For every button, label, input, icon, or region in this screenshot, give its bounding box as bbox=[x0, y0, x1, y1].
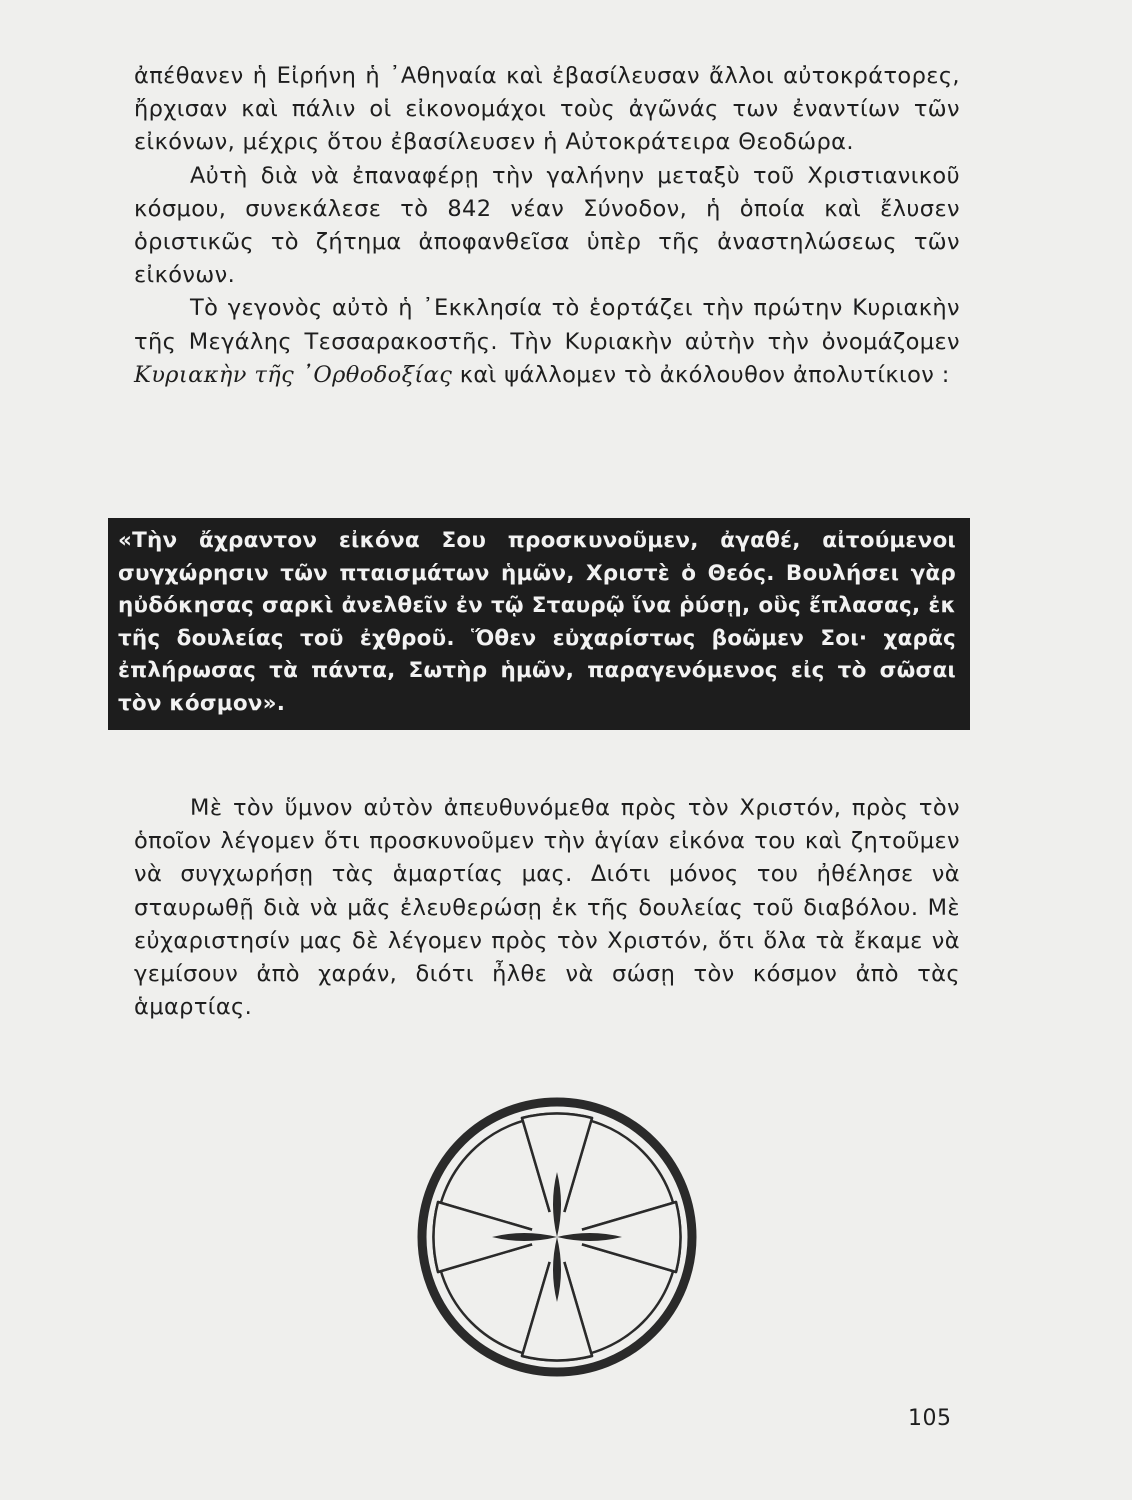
hymn-explanation bbox=[134, 792, 960, 1024]
paragraph-4: Μὲ τὸν ὕμνον αὐτὸν ἀπευθυνόμεθα πρὸς τὸν Χριστόν, πρὸς τὸν ὁποῖον λέγομεν ὅτι προσκυνοῦμεν τὴν ἁγίαν εἰκόνα του καὶ ζητοῦμεν νὰ συγχωρήσῃ τὰς ἁμαρτίας μας. Διότι μόνος του ἠθέλησε νὰ σταυρωθῇ διὰ νὰ μᾶς ἐλευθερώσῃ ἐκ τῆς δουλείας τοῦ διαβόλου. Μὲ εὐχαριστησίν μας δὲ λέγομεν πρὸς τὸν Χριστόν, ὅτι ὅλα τὰ ἔκαμε νὰ γεμίσουν ἀπὸ χαράν, διότι ἦλθε νὰ σώσῃ τὸν κόσμον ἀπὸ τὰς ἁμαρτίας. bbox=[134, 795, 960, 1021]
paragraph-3 bbox=[134, 292, 960, 392]
cross-pattee-in-circle-icon bbox=[414, 1094, 700, 1380]
paragraph-1: ἀπέθανεν ἡ Εἰρήνη ἡ ᾿Αθηναία καὶ ἐβασίλευσαν ἄλλοι αὐτοκράτορες, ἤρχισαν καὶ πάλιν οἱ εἰκονομάχοι τοὺς ἀγῶνάς των ἐναντίων τῶν εἰκόνων, μέχρις ὅτου ἐβασίλευσεν ἡ Αὐτοκράτειρα Θεοδώρα. bbox=[134, 63, 960, 156]
paragraph-2: Αὐτὴ διὰ νὰ ἐπαναφέρῃ τὴν γαλήνην μεταξὺ τοῦ Χριστιανικοῦ κόσμου, συνεκάλεσε τὸ 842 νέαν Σύνοδον, ἡ ὁποία καὶ ἔλυσεν ὁριστικῶς τὸ ζήτημα ἀποφανθεῖσα ὑπὲρ τῆς ἀναστηλώσεως τῶν εἰκόνων. bbox=[134, 162, 960, 289]
page-number: 105 bbox=[908, 1406, 952, 1431]
main-text bbox=[134, 60, 960, 392]
apolytikion-hymn-box: «Τὴν ἄχραντον εἰκόνα Σου προσκυνοῦμεν, ἀγαθέ, αἰτούμενοι συγχώρησιν τῶν πταισμάτων ἡμῶν, Χριστὲ ὁ Θεός. Βουλήσει γὰρ ηὐδόκησας σαρκὶ ἀνελθεῖν ἐν τῷ Σταυρῷ ἵνα ῥύσῃ, οὓς ἔπλασας, ἐκ τῆς δουλείας τοῦ ἐχθροῦ. Ὅθεν εὐχαρίστως βοῶμεν Σοι· χαρᾶς ἐπλήρωσας τὰ πάντα, Σωτὴρ ἡμῶν, παραγενόμενος εἰς τὸ σῶσαι τὸν κόσμον». bbox=[108, 518, 970, 730]
paragraph-3-end: καὶ ψάλλομεν τὸ ἀκόλουθον ἀπολυτίκιον : bbox=[452, 361, 950, 388]
sunday-of-orthodoxy-italic: Κυριακὴν τῆς ᾿Ορθοδοξίας bbox=[134, 361, 453, 388]
paragraph-3-start: Τὸ γεγονὸς αὐτὸ ἡ ᾿Εκκλησία τὸ ἑορτάζει τὴν πρώτην Κυριακὴν τῆς Μεγάλης Τεσσαρακοστῆς. Τὴν Κυριακὴν αὐτὴν τὴν ὀνομάζομεν bbox=[134, 295, 960, 355]
